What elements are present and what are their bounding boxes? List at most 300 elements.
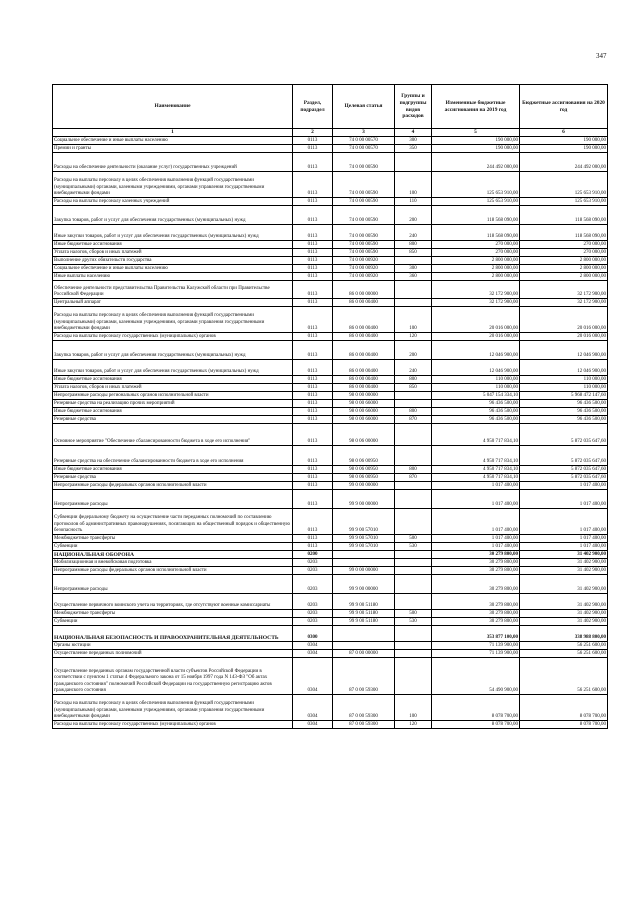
- row-value-2019: 8 078 700,00: [432, 695, 520, 721]
- row-expense-group: 870: [395, 474, 432, 482]
- row-value-2020: 2 800 000,00: [520, 257, 608, 265]
- row-value-2019: 1 017 400,00: [432, 490, 520, 509]
- row-value-2019: 54 490 900,00: [432, 658, 520, 695]
- row-name: Непрограммные расходы: [53, 490, 293, 509]
- row-name: Субвенции: [53, 543, 293, 551]
- row-section: 0113: [293, 416, 333, 424]
- row-article: 74 0 00 00590: [333, 241, 395, 249]
- row-article: [333, 642, 395, 650]
- row-expense-group: 100: [395, 695, 432, 721]
- table-row: [53, 241, 608, 249]
- row-article: 99 9 00 00000: [333, 575, 395, 594]
- table-row: [53, 721, 608, 729]
- table-row: [53, 360, 608, 376]
- row-value-2019: 20 016 000,00: [432, 307, 520, 333]
- row-value-2020: 1 017 400,00: [520, 535, 608, 543]
- table-row: [53, 384, 608, 392]
- row-name: Расходы на обеспечение деятельности (оказание услуг) государственных учреждений: [53, 153, 293, 172]
- table-row: [53, 408, 608, 416]
- row-value-2020: 118 568 090,00: [520, 225, 608, 241]
- row-value-2020: 31 402 900,00: [520, 618, 608, 626]
- table-row: [53, 299, 608, 307]
- row-value-2019: 4 950 717 834,10: [432, 424, 520, 446]
- row-name: Расходы на выплаты персоналу государственных (муниципальных) органов: [53, 333, 293, 341]
- row-value-2019: 71 139 900,00: [432, 642, 520, 650]
- row-name: Расходы на выплаты персоналу в целях обеспечения выполнения функций государственными (муниципальными) органами, казенными учреждениями, органами управления государственными внебюджетными фондами: [53, 307, 293, 333]
- table-row: [53, 257, 608, 265]
- row-name: Резервные средства на обеспечение сбалансированности бюджета в ходе его исполнения: [53, 446, 293, 466]
- row-name: Расходы на выплаты персоналу государственных (муниципальных) органов: [53, 721, 293, 729]
- row-name: Непрограммные расходы региональных органов исполнительной власти: [53, 392, 293, 400]
- row-expense-group: 500: [395, 610, 432, 618]
- row-expense-group: 240: [395, 360, 432, 376]
- row-value-2019: 2 800 000,00: [432, 265, 520, 273]
- row-value-2019: 270 000,00: [432, 249, 520, 257]
- row-name: Мобилизационная и вневойсковая подготовка: [53, 559, 293, 567]
- row-value-2020: 2 800 000,00: [520, 273, 608, 281]
- row-section: 0113: [293, 466, 333, 474]
- row-value-2019: 96 436 500,00: [432, 408, 520, 416]
- row-article: 99 9 00 00000: [333, 490, 395, 509]
- row-value-2019: 30 279 800,00: [432, 575, 520, 594]
- row-section: 0304: [293, 695, 333, 721]
- row-section: 0113: [293, 543, 333, 551]
- row-value-2020: 31 402 900,00: [520, 575, 608, 594]
- row-value-2019: 20 016 000,00: [432, 333, 520, 341]
- row-section: 0113: [293, 273, 333, 281]
- row-expense-group: [395, 551, 432, 559]
- row-value-2020: 56 251 600,00: [520, 642, 608, 650]
- row-expense-group: [395, 490, 432, 509]
- row-value-2019: 353 877 100,00: [432, 626, 520, 642]
- row-section: 0113: [293, 341, 333, 360]
- header-changed-2019: Измененные бюджетные ассигнования на 2019 год: [432, 85, 520, 129]
- row-expense-group: 200: [395, 341, 432, 360]
- table-row: [53, 198, 608, 206]
- row-value-2019: 1 017 400,00: [432, 535, 520, 543]
- row-expense-group: [395, 642, 432, 650]
- table-header-row: [53, 85, 608, 129]
- row-value-2019: 8 078 700,00: [432, 721, 520, 729]
- row-name: Иные бюджетные ассигнования: [53, 408, 293, 416]
- row-expense-group: [395, 281, 432, 299]
- row-expense-group: 300: [395, 265, 432, 273]
- table-row: [53, 400, 608, 408]
- row-value-2020: 31 402 900,00: [520, 610, 608, 618]
- row-value-2020: 12 046 900,00: [520, 341, 608, 360]
- row-value-2019: 4 950 717 834,10: [432, 466, 520, 474]
- row-article: 74 0 00 00920: [333, 257, 395, 265]
- row-expense-group: 500: [395, 535, 432, 543]
- row-name: Уплата налогов, сборов и иных платежей: [53, 384, 293, 392]
- row-article: [333, 626, 395, 642]
- row-value-2019: 2 800 000,00: [432, 257, 520, 265]
- row-value-2020: 190 000,00: [520, 137, 608, 145]
- row-value-2020: 96 436 500,00: [520, 416, 608, 424]
- row-value-2019: 4 950 717 834,10: [432, 474, 520, 482]
- row-article: 86 0 00 00400: [333, 299, 395, 307]
- row-name: Закупка товаров, работ и услуг для обеспечения государственных (муниципальных) нужд: [53, 206, 293, 225]
- row-value-2019: 125 653 910,00: [432, 198, 520, 206]
- row-expense-group: 800: [395, 241, 432, 249]
- row-value-2020: 5 968 472 147,60: [520, 392, 608, 400]
- row-section: 0203: [293, 618, 333, 626]
- row-article: 74 0 00 00920: [333, 265, 395, 273]
- row-section: 0113: [293, 400, 333, 408]
- row-name: Непрограммные расходы федеральных органов исполнительной власти: [53, 567, 293, 575]
- row-article: 74 0 00 00570: [333, 145, 395, 153]
- row-name: Премии и гранты: [53, 145, 293, 153]
- row-expense-group: 300: [395, 137, 432, 145]
- row-value-2019: 118 568 090,00: [432, 206, 520, 225]
- table-row: [53, 137, 608, 145]
- row-expense-group: [395, 650, 432, 658]
- row-name: Иные закупки товаров, работ и услуг для обеспечения государственных (муниципальных) нужд: [53, 360, 293, 376]
- row-expense-group: [395, 299, 432, 307]
- table-row: [53, 618, 608, 626]
- row-value-2019: 244 492 000,00: [432, 153, 520, 172]
- table-row: [53, 626, 608, 642]
- row-section: 0113: [293, 384, 333, 392]
- row-name: Расходы на выплаты персоналу в целях обеспечения выполнения функций государственными (муниципальными) органами, казенными учреждениями, органами управления государственными внебюджетными фондами: [53, 172, 293, 198]
- row-value-2019: 125 653 910,00: [432, 172, 520, 198]
- row-section: 0113: [293, 225, 333, 241]
- row-article: 86 0 00 00400: [333, 333, 395, 341]
- table-row: [53, 225, 608, 241]
- table-row: [53, 551, 608, 559]
- row-value-2020: 31 402 900,00: [520, 559, 608, 567]
- row-article: 87 0 00 59300: [333, 658, 395, 695]
- table-row: [53, 172, 608, 198]
- row-name: Иные бюджетные ассигнования: [53, 376, 293, 384]
- row-section: 0200: [293, 551, 333, 559]
- row-expense-group: [395, 626, 432, 642]
- row-expense-group: [395, 575, 432, 594]
- row-name: Основное мероприятие "Обеспечение сбалансированности бюджета в ходе его исполнения": [53, 424, 293, 446]
- row-value-2020: 110 000,00: [520, 376, 608, 384]
- row-value-2019: 12 046 900,00: [432, 341, 520, 360]
- row-name: Обеспечение деятельности представительства Правительства Калужской области при Правительстве Российской Федерации: [53, 281, 293, 299]
- row-value-2020: 8 078 700,00: [520, 721, 608, 729]
- row-name: Осуществление переданных органам государственной власти субъектов Российской Федерации в соответствии с пунктом 1 статьи 4 Федерального закона от 15 ноября 1997 года N 143-ФЗ "Об актах гражданского состояния" полномочий Российской Федерации на государственную регистрацию актов гражданского состояния: [53, 658, 293, 695]
- row-article: 74 0 00 00590: [333, 153, 395, 172]
- row-value-2020: 5 872 035 647,60: [520, 424, 608, 446]
- table-row: [53, 567, 608, 575]
- column-number-row: [53, 129, 608, 137]
- row-value-2019: 4 950 717 834,10: [432, 446, 520, 466]
- row-value-2020: 270 000,00: [520, 241, 608, 249]
- row-value-2019: 110 000,00: [432, 384, 520, 392]
- row-value-2020: 20 016 000,00: [520, 333, 608, 341]
- row-article: 86 0 00 00400: [333, 341, 395, 360]
- row-expense-group: [395, 509, 432, 535]
- table-row: [53, 482, 608, 490]
- row-value-2020: 5 872 035 647,60: [520, 474, 608, 482]
- row-value-2019: 30 279 800,00: [432, 567, 520, 575]
- table-row: [53, 145, 608, 153]
- column-number: 5: [432, 129, 520, 137]
- row-article: 74 0 00 00590: [333, 172, 395, 198]
- row-expense-group: 200: [395, 206, 432, 225]
- table-row: [53, 559, 608, 567]
- row-article: 87 0 00 59300: [333, 721, 395, 729]
- table-row: [53, 695, 608, 721]
- column-number: 3: [333, 129, 395, 137]
- row-section: 0113: [293, 490, 333, 509]
- row-section: 0113: [293, 474, 333, 482]
- row-expense-group: [395, 482, 432, 490]
- row-section: 0113: [293, 281, 333, 299]
- row-article: 98 0 06 00950: [333, 446, 395, 466]
- row-article: 99 9 00 57010: [333, 509, 395, 535]
- row-name: Непрограммные расходы: [53, 575, 293, 594]
- row-name: Иные бюджетные ассигнования: [53, 241, 293, 249]
- row-section: 0304: [293, 721, 333, 729]
- table-row: [53, 265, 608, 273]
- row-expense-group: 530: [395, 618, 432, 626]
- row-name: Расходы на выплаты персоналу в целях обеспечения выполнения функций государственными (муниципальными) органами, казенными учреждениями, органами управления государственными внебюджетными фондами: [53, 695, 293, 721]
- row-section: 0113: [293, 482, 333, 490]
- row-value-2019: 30 279 800,00: [432, 559, 520, 567]
- row-value-2019: 30 279 800,00: [432, 551, 520, 559]
- row-article: 74 0 00 00590: [333, 198, 395, 206]
- row-value-2020: 1 017 400,00: [520, 543, 608, 551]
- row-section: 0113: [293, 137, 333, 145]
- row-article: 87 0 00 00000: [333, 650, 395, 658]
- table-row: [53, 575, 608, 594]
- row-expense-group: [395, 153, 432, 172]
- row-article: 99 0 00 00000: [333, 482, 395, 490]
- row-article: 86 0 00 00000: [333, 281, 395, 299]
- row-name: Расходы на выплаты персоналу казенных учреждений: [53, 198, 293, 206]
- row-article: 98 0 00 00000: [333, 392, 395, 400]
- header-expense-group: Группы и подгруппы видов расходов: [395, 85, 432, 129]
- row-value-2020: 32 172 900,00: [520, 299, 608, 307]
- row-section: 0113: [293, 241, 333, 249]
- table-row: [53, 594, 608, 610]
- row-value-2020: 125 653 910,00: [520, 198, 608, 206]
- row-value-2020: 96 436 500,00: [520, 408, 608, 416]
- row-name: Резервные средства на реализацию прочих мероприятий: [53, 400, 293, 408]
- row-value-2020: 32 172 900,00: [520, 281, 608, 299]
- row-value-2019: 110 000,00: [432, 376, 520, 384]
- row-expense-group: 100: [395, 172, 432, 198]
- row-value-2020: 56 251 600,00: [520, 650, 608, 658]
- row-name: Непрограммные расходы федеральных органов исполнительной власти: [53, 482, 293, 490]
- table-row: [53, 333, 608, 341]
- row-name: Иные выплаты населению: [53, 273, 293, 281]
- row-value-2019: 71 139 900,00: [432, 650, 520, 658]
- row-section: 0203: [293, 575, 333, 594]
- row-article: 74 0 00 00590: [333, 225, 395, 241]
- row-value-2020: 125 653 910,00: [520, 172, 608, 198]
- row-section: 0113: [293, 424, 333, 446]
- row-value-2020: 338 988 800,00: [520, 626, 608, 642]
- row-name: Органы юстиции: [53, 642, 293, 650]
- row-name: Уплата налогов, сборов и иных платежей: [53, 249, 293, 257]
- row-article: 99 9 00 57010: [333, 535, 395, 543]
- row-expense-group: 800: [395, 408, 432, 416]
- row-section: 0113: [293, 360, 333, 376]
- row-section: 0113: [293, 257, 333, 265]
- row-article: 98 0 00 66000: [333, 408, 395, 416]
- row-name: Выполнение других обязательств государства: [53, 257, 293, 265]
- row-section: 0203: [293, 610, 333, 618]
- row-value-2020: 31 402 900,00: [520, 594, 608, 610]
- row-expense-group: 360: [395, 273, 432, 281]
- row-article: 74 0 00 00590: [333, 206, 395, 225]
- row-value-2020: 5 872 035 647,60: [520, 446, 608, 466]
- row-value-2020: 96 436 500,00: [520, 400, 608, 408]
- table-row: [53, 206, 608, 225]
- row-section: 0304: [293, 642, 333, 650]
- row-value-2019: 96 436 500,00: [432, 400, 520, 408]
- row-article: 99 0 00 00000: [333, 567, 395, 575]
- row-expense-group: 800: [395, 466, 432, 474]
- row-value-2020: 1 017 400,00: [520, 490, 608, 509]
- row-expense-group: [395, 446, 432, 466]
- row-value-2020: 31 402 900,00: [520, 567, 608, 575]
- row-article: 98 0 06 00000: [333, 424, 395, 446]
- header-section: Раздел, подраздел: [293, 85, 333, 129]
- row-expense-group: 800: [395, 376, 432, 384]
- column-number: 2: [293, 129, 333, 137]
- row-name: Социальное обеспечение и иные выплаты населению: [53, 265, 293, 273]
- row-name: Иные бюджетные ассигнования: [53, 466, 293, 474]
- column-number: 4: [395, 129, 432, 137]
- row-section: 0300: [293, 626, 333, 642]
- row-value-2020: 190 000,00: [520, 145, 608, 153]
- row-section: 0203: [293, 567, 333, 575]
- row-value-2020: 270 000,00: [520, 249, 608, 257]
- header-name: Наименование: [53, 85, 293, 129]
- row-name: Осуществление переданных полномочий: [53, 650, 293, 658]
- row-name: НАЦИОНАЛЬНАЯ БЕЗОПАСНОСТЬ И ПРАВООХРАНИТЕЛЬНАЯ ДЕЯТЕЛЬНОСТЬ: [53, 626, 293, 642]
- row-section: 0113: [293, 153, 333, 172]
- table-body: [53, 137, 608, 729]
- row-section: 0203: [293, 594, 333, 610]
- row-name: Резервные средства: [53, 474, 293, 482]
- row-expense-group: 120: [395, 333, 432, 341]
- row-name: Субвенции федеральному бюджету на осуществление части переданных полномочий по составлению протоколов об административных правонарушениях, посягающих на общественный порядок и общественную безопасность: [53, 509, 293, 535]
- row-name: Межбюджетные трансферты: [53, 535, 293, 543]
- row-article: 86 0 00 00400: [333, 384, 395, 392]
- table-row: [53, 446, 608, 466]
- row-value-2020: 31 402 900,00: [520, 551, 608, 559]
- table-row: [53, 650, 608, 658]
- row-article: [333, 559, 395, 567]
- table-row: [53, 424, 608, 446]
- row-expense-group: [395, 424, 432, 446]
- row-article: 99 9 00 51180: [333, 610, 395, 618]
- row-article: 87 0 00 59300: [333, 695, 395, 721]
- row-article: 86 0 00 00400: [333, 307, 395, 333]
- row-name: Субвенции: [53, 618, 293, 626]
- row-article: 98 0 06 00950: [333, 474, 395, 482]
- row-value-2019: 32 172 900,00: [432, 299, 520, 307]
- page-number: 347: [596, 52, 607, 60]
- row-name: Резервные средства: [53, 416, 293, 424]
- row-value-2020: 118 568 090,00: [520, 206, 608, 225]
- row-value-2019: 5 047 154 334,10: [432, 392, 520, 400]
- row-value-2020: 12 046 900,00: [520, 360, 608, 376]
- row-article: 99 9 00 51180: [333, 618, 395, 626]
- row-name: Осуществление первичного воинского учета на территориях, где отсутствуют военные комиссариаты: [53, 594, 293, 610]
- row-value-2019: 190 000,00: [432, 145, 520, 153]
- row-expense-group: [395, 658, 432, 695]
- header-allocations-2020: Бюджетные ассигнования на 2020 год: [520, 85, 608, 129]
- row-value-2020: 2 800 000,00: [520, 265, 608, 273]
- row-section: 0113: [293, 265, 333, 273]
- row-value-2019: 190 000,00: [432, 137, 520, 145]
- table-row: [53, 490, 608, 509]
- row-expense-group: [395, 559, 432, 567]
- table-row: [53, 642, 608, 650]
- row-article: 99 9 00 57010: [333, 543, 395, 551]
- row-article: [333, 551, 395, 559]
- row-section: 0113: [293, 446, 333, 466]
- column-number: 1: [53, 129, 293, 137]
- row-value-2020: 20 016 000,00: [520, 307, 608, 333]
- row-expense-group: [395, 392, 432, 400]
- row-name: Социальное обеспечение и иные выплаты населению: [53, 137, 293, 145]
- row-value-2019: 30 279 800,00: [432, 618, 520, 626]
- row-article: 86 0 00 00400: [333, 360, 395, 376]
- row-section: 0113: [293, 392, 333, 400]
- row-value-2019: 2 800 000,00: [432, 273, 520, 281]
- row-expense-group: [395, 567, 432, 575]
- table-row: [53, 153, 608, 172]
- table-row: [53, 392, 608, 400]
- row-section: 0304: [293, 650, 333, 658]
- table-row: [53, 466, 608, 474]
- row-expense-group: 240: [395, 225, 432, 241]
- row-expense-group: 100: [395, 307, 432, 333]
- row-name: Межбюджетные трансферты: [53, 610, 293, 618]
- row-article: 99 9 00 51180: [333, 594, 395, 610]
- table-row: [53, 307, 608, 333]
- row-expense-group: 850: [395, 249, 432, 257]
- row-expense-group: 120: [395, 721, 432, 729]
- row-value-2020: 1 017 400,00: [520, 509, 608, 535]
- row-value-2019: 1 017 400,00: [432, 482, 520, 490]
- header-article: Целевая статья: [333, 85, 395, 129]
- row-expense-group: 870: [395, 416, 432, 424]
- row-section: 0113: [293, 172, 333, 198]
- table-row: [53, 416, 608, 424]
- row-value-2020: 1 017 400,00: [520, 482, 608, 490]
- row-value-2019: 30 279 800,00: [432, 594, 520, 610]
- table-row: [53, 474, 608, 482]
- row-article: 86 0 00 00400: [333, 376, 395, 384]
- row-value-2019: 1 017 400,00: [432, 509, 520, 535]
- row-article: 74 0 00 00570: [333, 137, 395, 145]
- row-expense-group: [395, 594, 432, 610]
- row-article: 98 0 00 66000: [333, 400, 395, 408]
- row-value-2020: 5 872 035 647,60: [520, 466, 608, 474]
- row-section: 0113: [293, 307, 333, 333]
- row-value-2020: 56 251 600,00: [520, 658, 608, 695]
- row-article: 98 0 00 66000: [333, 416, 395, 424]
- row-name: Центральный аппарат: [53, 299, 293, 307]
- row-section: 0113: [293, 299, 333, 307]
- row-section: 0304: [293, 658, 333, 695]
- row-expense-group: [395, 400, 432, 408]
- row-name: Закупка товаров, работ и услуг для обеспечения государственных (муниципальных) нужд: [53, 341, 293, 360]
- row-article: 98 0 06 00950: [333, 466, 395, 474]
- table-row: [53, 376, 608, 384]
- row-value-2019: 96 436 500,00: [432, 416, 520, 424]
